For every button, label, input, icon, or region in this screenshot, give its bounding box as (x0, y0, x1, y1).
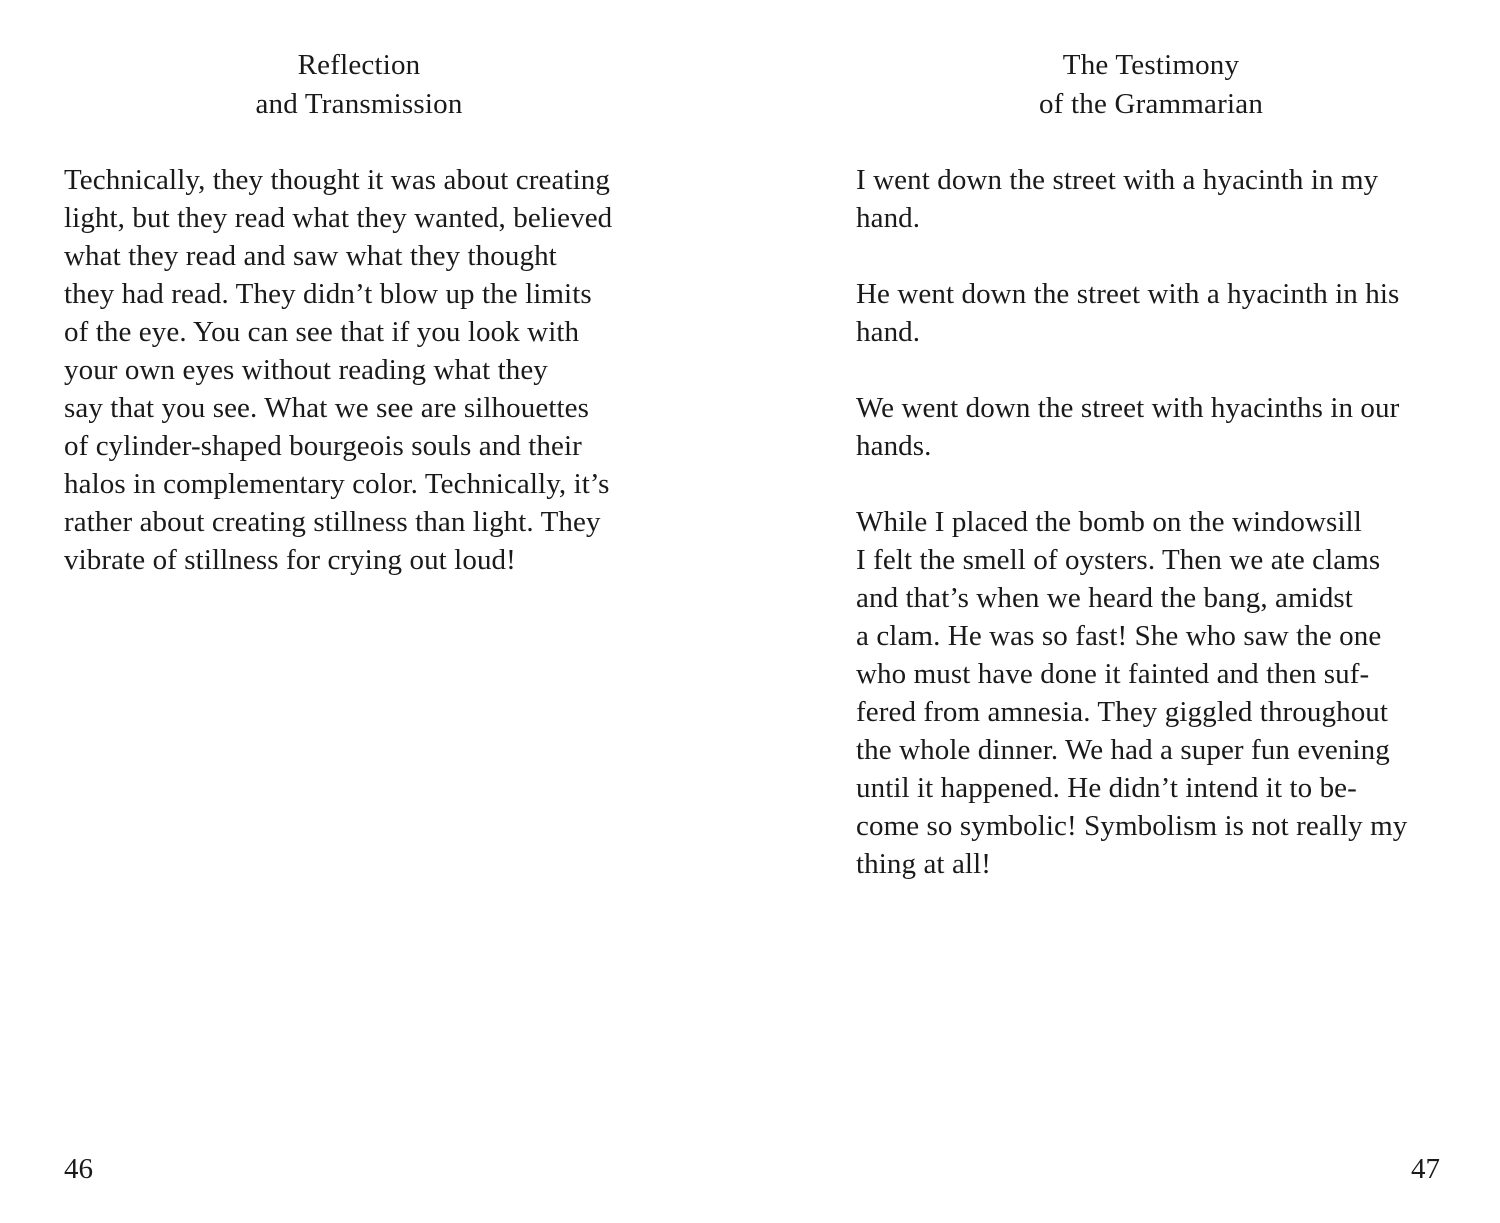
text-line: say that you see. What we see are silhouettes (64, 392, 589, 424)
left-paragraph-1 (64, 161, 654, 579)
text-line: your own eyes without reading what they (64, 354, 548, 386)
text-line: rather about creating stillness than light. They (64, 506, 601, 538)
text-line: hands. (856, 430, 932, 462)
page-number-right: 47 (1411, 1153, 1440, 1185)
text-line: come so symbolic! Symbolism is not really my (856, 810, 1408, 842)
page-number-left: 46 (64, 1153, 93, 1185)
text-line: what they read and saw what they thought (64, 240, 557, 272)
right-title-line-1: The Testimony (1062, 49, 1240, 81)
right-paragraph-1 (856, 161, 1446, 237)
text-line: He went down the street with a hyacinth in his (856, 278, 1400, 310)
left-page (64, 0, 654, 1223)
text-line: I went down the street with a hyacinth in my (856, 164, 1379, 196)
text-line: fered from amnesia. They giggled throughout (856, 696, 1389, 728)
text-line: vibrate of stillness for crying out loud! (64, 544, 516, 576)
text-line: hand. (856, 202, 921, 234)
right-paragraph-2 (856, 275, 1446, 351)
text-line: a clam. He was so fast! She who saw the one (856, 620, 1382, 652)
text-line: light, but they read what they wanted, believed (64, 202, 613, 234)
text-line: While I placed the bomb on the windowsill (856, 506, 1362, 538)
text-line: halos in complementary color. Technically, it’s (64, 468, 610, 500)
text-line: of cylinder-shaped bourgeois souls and their (64, 430, 582, 462)
text-line: of the eye. You can see that if you look with (64, 316, 580, 348)
right-page (856, 0, 1446, 1223)
right-page-body (856, 161, 1446, 883)
text-line: the whole dinner. We had a super fun evening (856, 734, 1390, 766)
text-line: We went down the street with hyacinths in our (856, 392, 1400, 424)
text-line: and that’s when we heard the bang, amidst (856, 582, 1353, 614)
left-page-title (64, 46, 654, 124)
text-line: thing at all! (856, 848, 991, 880)
left-title-line-2: and Transmission (255, 88, 463, 120)
text-line: hand. (856, 316, 921, 348)
text-line: who must have done it fainted and then suf- (856, 658, 1370, 690)
right-paragraph-4 (856, 503, 1446, 883)
right-paragraph-3 (856, 389, 1446, 465)
text-line: I felt the smell of oysters. Then we ate clams (856, 544, 1381, 576)
left-page-body (64, 161, 654, 579)
text-line: until it happened. He didn’t intend it to be- (856, 772, 1357, 804)
text-line: they had read. They didn’t blow up the limits (64, 278, 592, 310)
right-page-title (856, 46, 1446, 124)
left-title-line-1: Reflection (297, 49, 421, 81)
text-line: Technically, they thought it was about creating (64, 164, 610, 196)
right-title-line-2: of the Grammarian (1038, 88, 1264, 120)
